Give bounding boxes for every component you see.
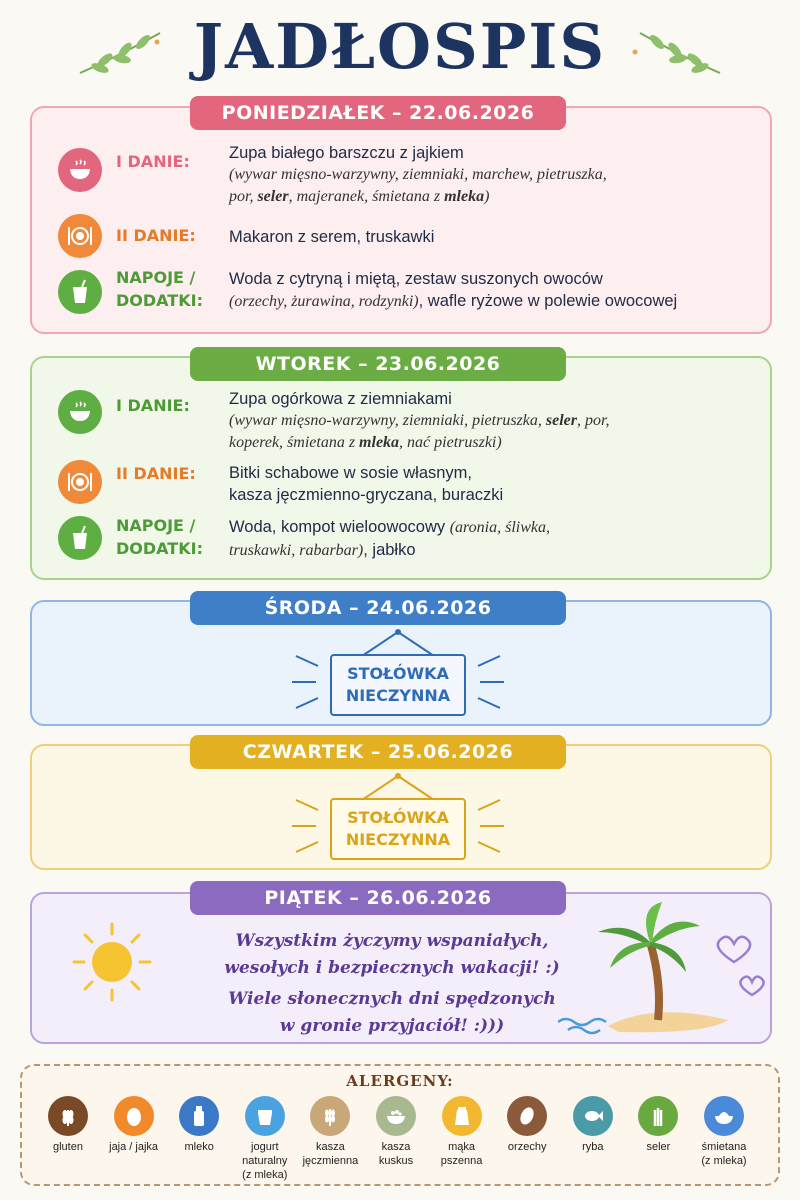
allergen-label: mleko [184,1141,214,1153]
first-course-dish: Zupa białego barszczu z jajkiem [229,144,464,162]
day-header-friday: PIĄTEK – 26.06.2026 [190,881,566,915]
allergen-label: ryba [582,1141,604,1153]
closed-sign: STOŁÓWKA NIECZYNNA [330,654,466,716]
first-course-dish: Zupa ogórkowa z ziemniakami [229,390,452,408]
closed-sign: STOŁÓWKA NIECZYNNA [330,798,466,860]
allergen-item [233,1096,297,1182]
page-title: JADŁOSPIS [193,10,607,83]
allergen-item [561,1096,625,1154]
day-header-thursday: CZWARTEK – 25.06.2026 [190,735,566,769]
second-course-text: Makaron z serem, truskawki [229,228,435,246]
allergen-label: jogurt naturalny (z mleka) [242,1141,288,1181]
allergen-item [167,1096,231,1154]
allergen-item [692,1096,756,1168]
plate-cutlery-icon [58,460,102,504]
wish-message: Wiele słonecznych dni spędzonych w gronie przyjaciół! :))) [228,989,556,1036]
milk-icon [179,1096,219,1136]
fish-icon [573,1096,613,1136]
allergen-item [626,1096,690,1154]
allergen-label: orzechy [507,1141,547,1153]
celery-icon [638,1096,678,1136]
plate-cutlery-icon [58,214,102,258]
drinks-label: NAPOJE / DODATKI: [116,268,203,310]
menu-row-second-course [32,460,772,510]
drinks-text: Woda, kompot wieloowocowy (aronia, śliwka, truskawki, rabarbar), jabłko [229,518,551,559]
menu-row-first-course [32,388,772,454]
first-course-ingredients: (wywar mięsno-warzywny, ziemniaki, marchew, pietruszka, [229,166,607,183]
soup-bowl-icon [58,148,102,192]
allergen-item [102,1096,166,1154]
allergen-label: kasza kuskus [378,1141,414,1167]
second-course-label: II DANIE: [116,226,196,245]
second-course-label: II DANIE: [116,464,196,483]
first-course-ingredients: koperek, śmietana z mleka, nać pietruszki) [229,434,502,451]
cream-icon [704,1096,744,1136]
leaf-sprig-icon [625,28,725,78]
day-header-tuesday: WTOREK – 23.06.2026 [190,347,566,381]
allergen-label: śmietana (z mleka) [701,1141,747,1167]
allergen-label: gluten [53,1141,83,1153]
allergen-item [430,1096,494,1168]
leaf-sprig-icon [75,28,165,78]
day-section-tuesday [30,356,772,580]
day-header-monday: PONIEDZIAŁEK – 22.06.2026 [190,96,566,130]
first-course-ingredients: por, seler, majeranek, śmietana z mleka) [229,188,490,205]
day-header-wednesday: ŚRODA – 24.06.2026 [190,591,566,625]
nut-icon [507,1096,547,1136]
allergen-item [364,1096,428,1168]
barley-icon [310,1096,350,1136]
drink-cup-icon [58,516,102,560]
allergen-label: jaja / jajka [109,1141,159,1153]
yogurt-icon [245,1096,285,1136]
second-course-text: Bitki schabowe w sosie własnym, kasza jęczmienno-gryczana, buraczki [229,464,504,504]
egg-icon [114,1096,154,1136]
first-course-ingredients: (wywar mięsno-warzywny, ziemniaki, pietruszka, seler, por, [229,412,610,429]
first-course-label: I DANIE: [116,152,190,171]
palm-island-icon [558,902,770,1038]
allergen-label: kasza jęczmienna [302,1141,359,1167]
flour-icon [442,1096,482,1136]
menu-row-drinks [32,266,772,322]
first-course-label: I DANIE: [116,396,190,415]
soup-bowl-icon [58,390,102,434]
allergen-item [36,1096,100,1154]
drinks-text: Woda z cytryną i miętą, zestaw suszonych owoców (orzechy, żurawina, rodzynki), wafle ryżowe w polewie owocowej [229,270,678,310]
couscous-icon [376,1096,416,1136]
first-course-text [229,388,769,454]
allergens-panel [20,1064,780,1186]
menu-row-second-course [32,214,772,260]
drink-cup-icon [58,270,102,314]
allergen-item [298,1096,362,1168]
wheat-icon [48,1096,88,1136]
first-course-text [229,142,769,208]
wish-message: Wszystkim życzymy wspaniałych, wesołych i bezpiecznych wakacji! :) [224,931,560,978]
allergen-item [495,1096,559,1154]
menu-row-first-course [32,142,772,205]
menu-row-drinks [32,514,772,570]
allergen-label: mąka pszenna [440,1141,483,1167]
day-section-monday [30,106,772,334]
allergens-title: ALERGENY: [346,1072,454,1090]
drinks-label: NAPOJE / DODATKI: [116,516,203,558]
allergen-label: seler [646,1141,671,1153]
sun-icon [70,920,154,1004]
